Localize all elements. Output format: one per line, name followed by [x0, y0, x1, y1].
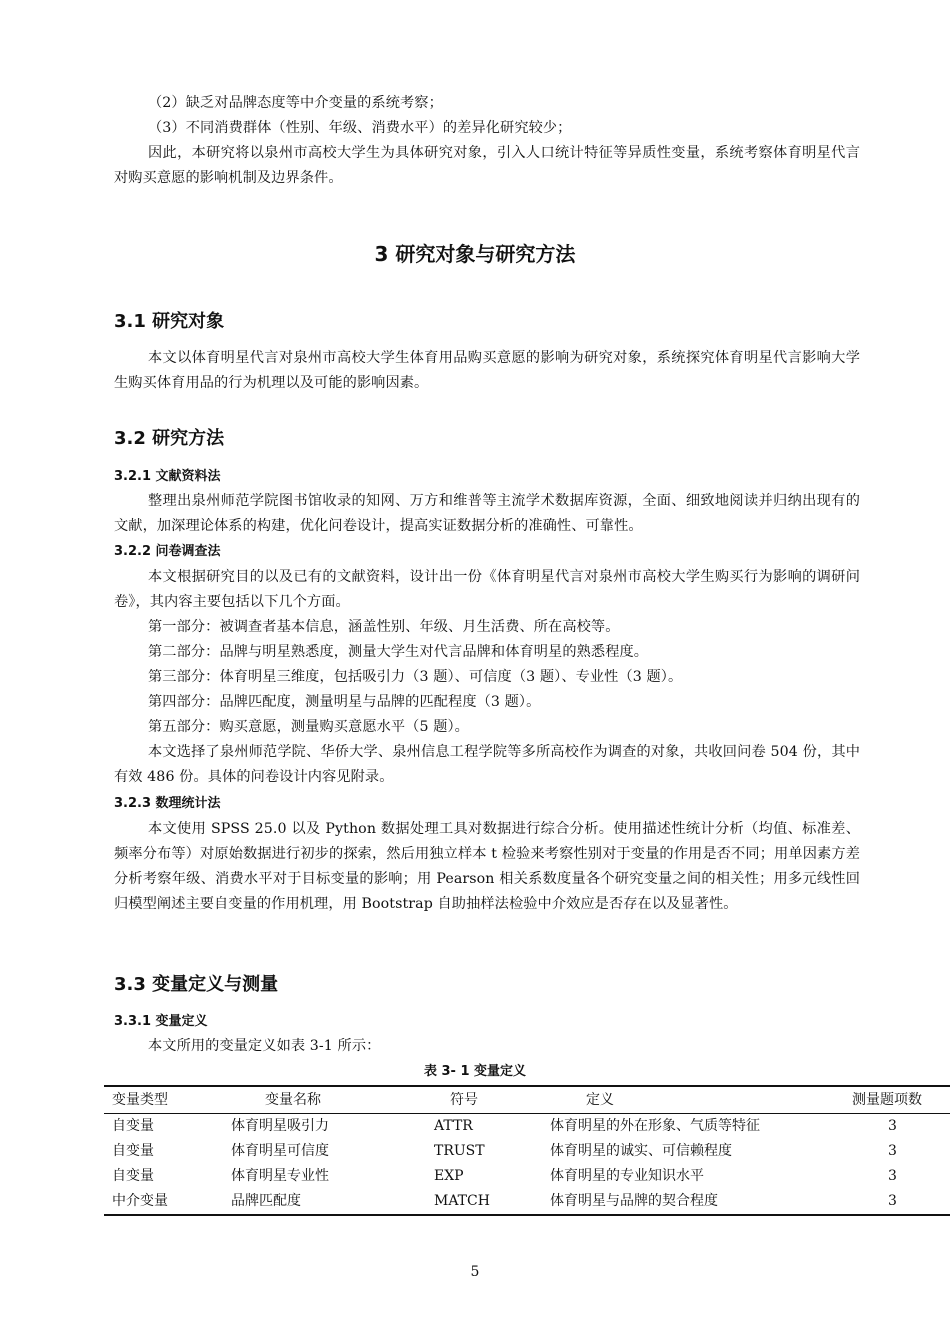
table-3-1-caption: 表 3- 1 变量定义 — [423, 1064, 527, 1079]
cell-definition: 体育明星与品牌的契合程度 — [550, 1193, 718, 1209]
intro-item-2: （2）缺乏对品牌态度等中介变量的系统考察； — [148, 95, 443, 111]
questionnaire-part-3: 第三部分：体育明星三维度，包括吸引力（3 题）、可信度（3 题）、专业性（3 题）。 — [148, 669, 683, 685]
section-3-1-title: 3.1 研究对象 — [114, 311, 225, 332]
section-3-2-2-title: 3.2.2 问卷调查法 — [114, 544, 221, 559]
table-row — [104, 1189, 950, 1215]
cell-item-count: 3 — [888, 1143, 897, 1159]
cell-variable-type: 中介变量 — [112, 1193, 168, 1209]
table-row — [104, 1114, 950, 1140]
questionnaire-part-2: 第二部分：品牌与明星熟悉度，测量大学生对代言品牌和体育明星的熟悉程度。 — [148, 644, 649, 660]
intro-conclusion: 因此，本研究将以泉州市高校大学生为具体研究对象，引入人口统计特征等异质性变量，系统考察体育明星代言对购买意愿的影响机制及边界条件。 — [114, 145, 860, 186]
cell-definition: 体育明星的诚实、可信赖程度 — [550, 1143, 732, 1159]
questionnaire-part-1: 第一部分：被调查者基本信息，涵盖性别、年级、月生活费、所在高校等。 — [148, 619, 620, 635]
section-3-2-1-body: 整理出泉州师范学院图书馆收录的知网、万方和维普等主流学术数据库资源，全面、细致地阅读并归纳出现有的文献，加深理论体系的构建，优化问卷设计，提高实证数据分析的准确性、可靠性。 — [114, 493, 860, 534]
cell-variable-name: 体育明星吸引力 — [231, 1118, 329, 1134]
section-3-3-1-body: 本文所用的变量定义如表 3-1 所示： — [148, 1038, 381, 1054]
section-3-2-2-body: 本文根据研究目的以及已有的文献资料，设计出一份《体育明星代言对泉州市高校大学生购买行为影响的调研问卷》，其内容主要包括以下几个方面。 — [114, 569, 860, 610]
cell-symbol: MATCH — [434, 1193, 490, 1209]
variable-definition-table — [104, 1085, 950, 1216]
cell-item-count: 3 — [888, 1118, 897, 1134]
header-definition: 定义 — [586, 1091, 614, 1108]
section-3-1-body: 本文以体育明星代言对泉州市高校大学生体育用品购买意愿的影响为研究对象，系统探究体育明星代言影响大学生购买体育用品的行为机理以及可能的影响因素。 — [114, 350, 860, 391]
section-3-2-3-body: 本文使用 SPSS 25.0 以及 Python 数据处理工具对数据进行综合分析。使用描述性统计分析（均值、标准差、频率分布等）对原始数据进行初步的探索，然后用独立样本 t 检验来考察性别对于变量的作用是否不同；用单因素方差分析考察年级、消费水平对于目标变量的影响；用 Pearson 相关系数度量各个研究变量之间的相关性；用多元线性回归模型阐述主要自变量的作用机理，用 Bootstrap 自助抽样法检验中介效应是否存在以及显著性。 — [114, 821, 860, 912]
chapter-3-title: 3 研究对象与研究方法 — [374, 242, 576, 266]
header-variable-name: 变量名称 — [265, 1091, 321, 1108]
cell-variable-type: 自变量 — [112, 1118, 154, 1134]
questionnaire-part-5: 第五部分：购买意愿，测量购买意愿水平（5 题）。 — [148, 719, 469, 735]
intro-item-3: （3）不同消费群体（性别、年级、消费水平）的差异化研究较少； — [148, 120, 572, 136]
cell-symbol: EXP — [434, 1168, 464, 1184]
cell-item-count: 3 — [888, 1168, 897, 1184]
cell-variable-type: 自变量 — [112, 1143, 154, 1159]
cell-definition: 体育明星的外在形象、气质等特征 — [550, 1118, 760, 1134]
section-3-2-3-title: 3.2.3 数理统计法 — [114, 796, 221, 811]
section-3-2-2-sample: 本文选择了泉州师范学院、华侨大学、泉州信息工程学院等多所高校作为调查的对象，共收回问卷 504 份，其中有效 486 份。具体的问卷设计内容见附录。 — [114, 744, 860, 785]
cell-variable-type: 自变量 — [112, 1168, 154, 1184]
section-3-2-1-title: 3.2.1 文献资料法 — [114, 469, 221, 484]
section-3-2-title: 3.2 研究方法 — [114, 428, 225, 449]
table-row — [104, 1164, 950, 1189]
cell-variable-name: 品牌匹配度 — [231, 1193, 301, 1209]
cell-variable-name: 体育明星专业性 — [231, 1168, 329, 1184]
header-item-count: 测量题项数 — [852, 1091, 922, 1108]
cell-symbol: ATTR — [434, 1118, 473, 1134]
cell-definition: 体育明星的专业知识水平 — [550, 1168, 704, 1184]
header-symbol: 符号 — [450, 1091, 478, 1108]
header-variable-type: 变量类型 — [112, 1091, 168, 1108]
questionnaire-part-4: 第四部分：品牌匹配度，测量明星与品牌的匹配程度（3 题）。 — [148, 694, 541, 710]
cell-item-count: 3 — [888, 1193, 897, 1209]
cell-variable-name: 体育明星可信度 — [231, 1143, 329, 1159]
table-row — [104, 1139, 950, 1164]
page-number: 5 — [470, 1264, 480, 1280]
table-header-row — [104, 1086, 950, 1114]
section-3-3-title: 3.3 变量定义与测量 — [114, 974, 279, 995]
section-3-3-1-title: 3.3.1 变量定义 — [114, 1014, 208, 1029]
cell-symbol: TRUST — [434, 1143, 485, 1159]
